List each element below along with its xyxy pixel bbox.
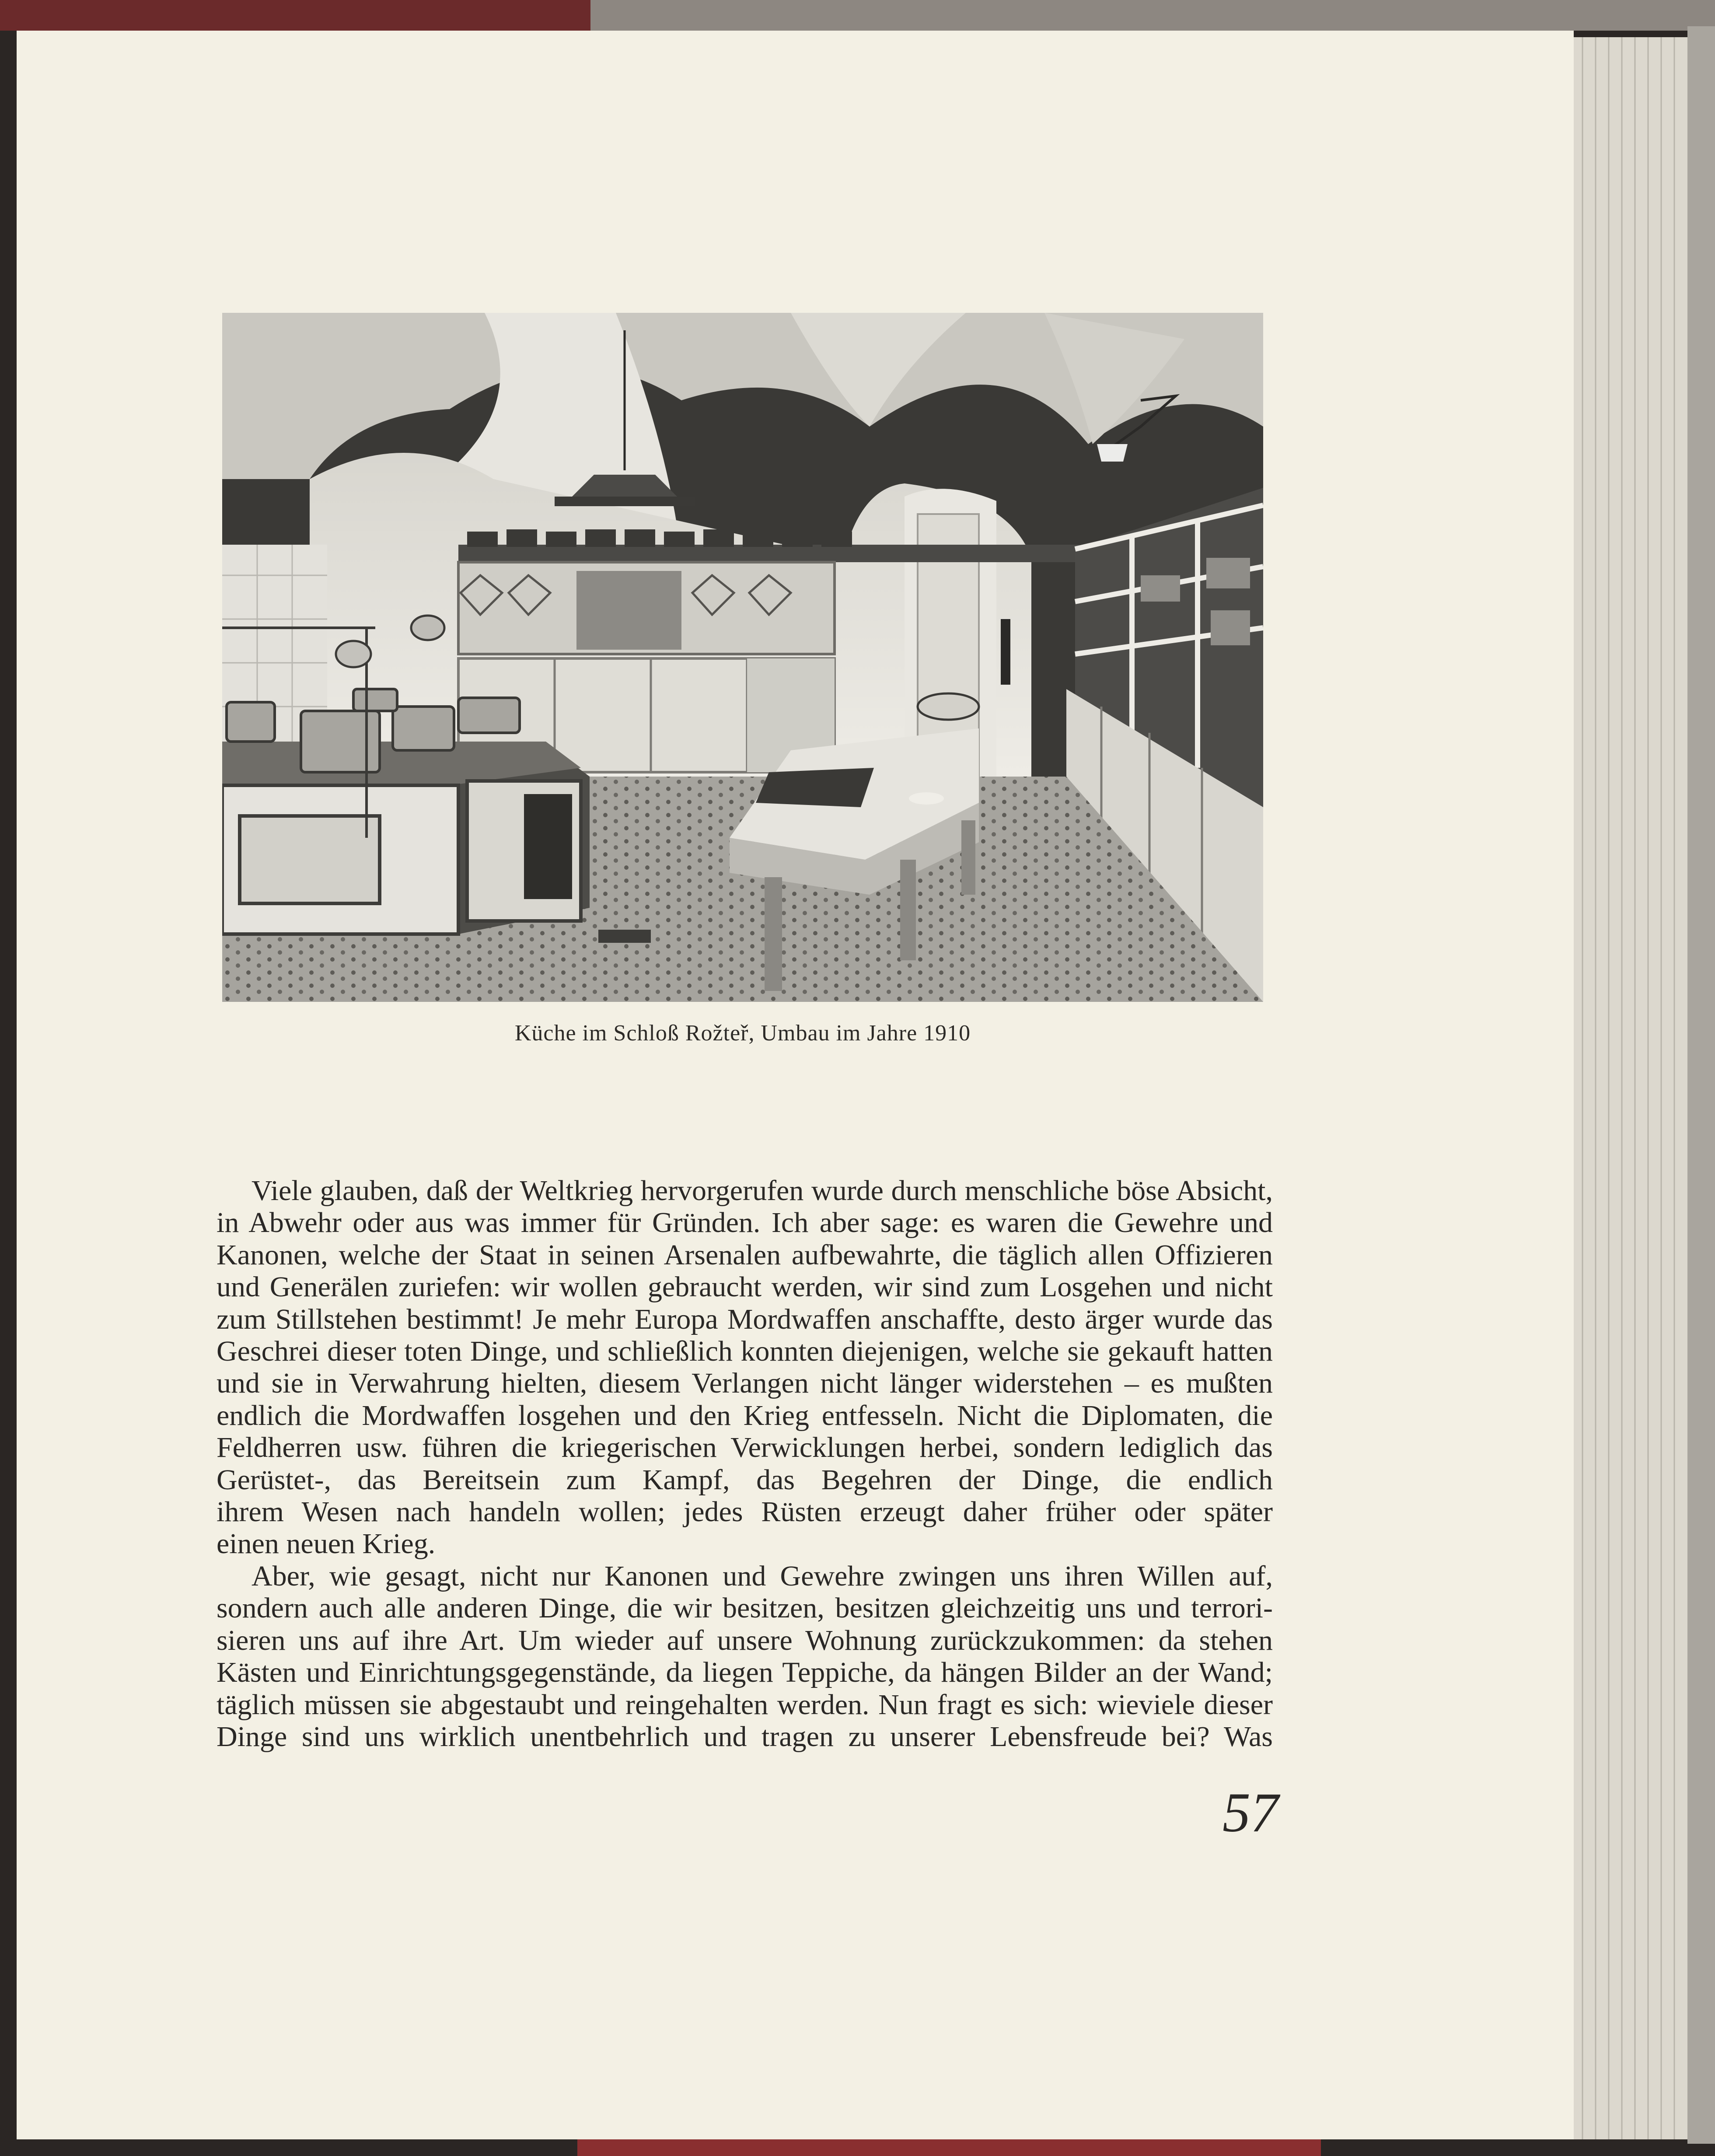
page-edges	[1574, 37, 1687, 2139]
text-line: Gerüstet-, das Bereitsein zum Kampf, das Begehren der Dinge, die endlich	[217, 1463, 1273, 1496]
text-line: täglich müssen sie abgestaubt und reingehalten werden. Nun fragt es sich: wieviele dieser	[217, 1688, 1273, 1721]
text-line: zum Stillstehen bestimmt! Je mehr Europa Mordwaffen anschaffte, desto ärger wurde das	[217, 1303, 1273, 1335]
photo-caption: Küche im Schloß Rožteř, Umbau im Jahre 1910	[514, 1021, 971, 1046]
text-line: Geschrei dieser toten Dinge, und schließlich konnten diejenigen, welche sie gekauft hatten	[217, 1335, 1273, 1368]
text-line: und Generälen zuriefen: wir wollen gebraucht werden, wir sind zum Losgehen und nicht	[217, 1271, 1273, 1303]
kitchen-photograph	[222, 313, 1263, 1002]
body-text	[217, 1175, 1273, 1753]
text-line: sondern auch alle anderen Dinge, die wir besitzen, besitzen gleichzeitig uns und terrori-	[217, 1592, 1273, 1624]
book-page	[17, 31, 1574, 2139]
text-line: Kästen und Einrichtungsgegenstände, da liegen Teppiche, da hängen Bilder an der Wand;	[217, 1656, 1273, 1689]
text-line: Kanonen, welche der Staat in seinen Arsenalen aufbewahrte, die täglich allen Offizieren	[217, 1239, 1273, 1271]
text-line: einen neuen Krieg.	[217, 1528, 436, 1560]
text-line: Aber, wie gesagt, nicht nur Kanonen und Gewehre zwingen uns ihren Willen auf,	[251, 1560, 1273, 1592]
text-line: in Abwehr oder aus was immer für Gründen. Ich aber sage: es waren die Gewehre und	[217, 1207, 1273, 1239]
text-line: Feldherren usw. führen die kriegerischen Verwicklungen herbei, sondern lediglich das	[217, 1432, 1273, 1464]
text-line: ihrem Wesen nach handeln wollen; jedes Rüsten erzeugt daher früher oder später	[217, 1496, 1273, 1528]
page-number: 57	[1223, 1782, 1278, 1844]
text-line: Viele glauben, daß der Weltkrieg hervorgerufen wurde durch menschliche böse Absicht,	[251, 1175, 1273, 1207]
text-line: und sie in Verwahrung hielten, diesem Verlangen nicht länger widerstehen – es mußten	[217, 1367, 1273, 1400]
text-line: endlich die Mordwaffen losgehen und den Krieg entfesseln. Nicht die Diplomaten, die	[217, 1399, 1273, 1432]
text-line: sieren uns auf ihre Art. Um wieder auf unsere Wohnung zurückzukommen: da stehen	[217, 1624, 1273, 1656]
text-line: Dinge sind uns wirklich unentbehrlich und tragen zu unserer Lebensfreude bei? Was	[217, 1720, 1273, 1753]
